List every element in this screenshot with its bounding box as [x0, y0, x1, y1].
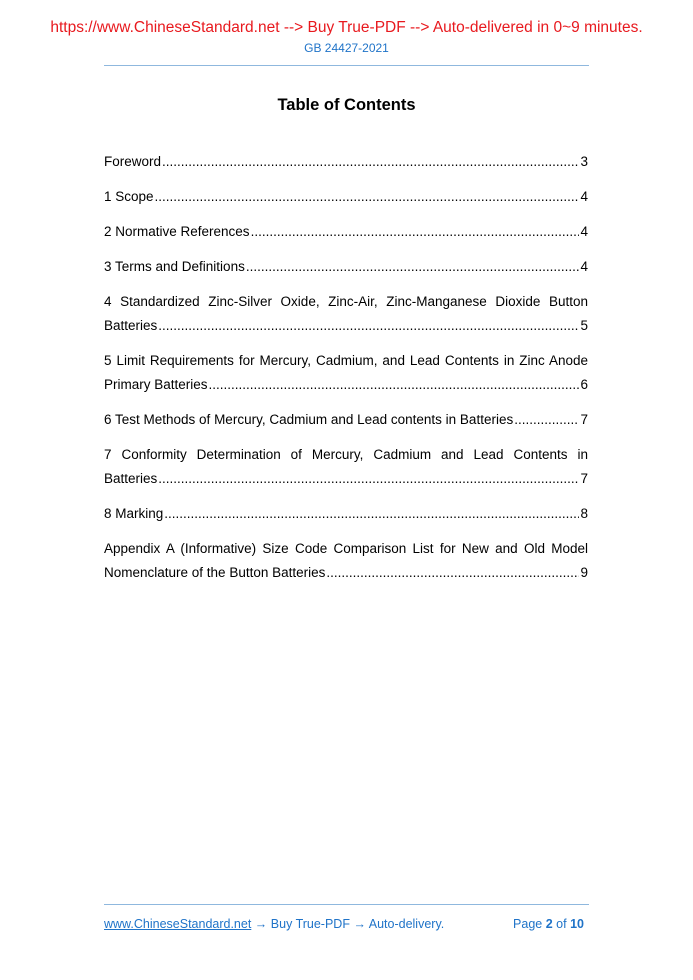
toc-page-number: 4 [580, 259, 588, 274]
page-label: Page [513, 917, 543, 931]
footer [104, 917, 588, 931]
toc-entry[interactable] [104, 502, 588, 526]
header-divider [104, 65, 589, 66]
toc-leader-dots [158, 467, 579, 491]
toc-page-number: 5 [580, 318, 588, 333]
toc-entry-text: 3 Terms and Definitions [104, 259, 245, 274]
page-total: 10 [570, 917, 584, 931]
standard-code: GB 24427-2021 [304, 41, 389, 55]
toc-leader-dots [251, 220, 580, 244]
toc-page-number: 6 [580, 377, 588, 392]
arrow-icon: → [353, 917, 366, 931]
toc-entry-text: Appendix A (Informative) Size Code Comparison List for New and Old Model [104, 541, 588, 556]
toc-entry-text: 7 Conformity Determination of Mercury, Cadmium and Lead Contents in [104, 447, 588, 462]
toc-entry-text: 5 Limit Requirements for Mercury, Cadmium, and Lead Contents in Zinc Anode [104, 353, 588, 368]
toc-entry[interactable] [104, 185, 588, 209]
toc-entry[interactable] [104, 443, 588, 491]
toc-entry[interactable] [104, 537, 588, 585]
toc-title: Table of Contents [277, 96, 416, 114]
toc-leader-dots [155, 185, 580, 209]
toc-entry[interactable] [104, 255, 588, 279]
toc-page-number: 9 [580, 565, 588, 580]
toc-page-number: 8 [580, 506, 588, 521]
arrow-icon: → [254, 917, 268, 931]
footer-buy-text: Buy True-PDF [270, 917, 350, 931]
toc-leader-dots [158, 314, 579, 338]
toc-leader-dots [326, 561, 579, 585]
toc-entry-text: Batteries [104, 471, 158, 486]
toc-entry[interactable] [104, 290, 588, 338]
toc-leader-dots [514, 408, 579, 432]
toc-entry[interactable] [104, 349, 588, 397]
toc-entry-text: Primary Batteries [104, 377, 208, 392]
toc-entry[interactable] [104, 220, 588, 244]
toc-entry-text: 8 Marking [104, 506, 164, 521]
page-of: of [556, 917, 567, 931]
footer-site-link[interactable]: www.ChineseStandard.net [104, 917, 252, 931]
toc-entry[interactable] [104, 150, 588, 174]
toc-entry-text: 6 Test Methods of Mercury, Cadmium and Lead contents in Batteries [104, 412, 514, 427]
toc-entry-text: Foreword [104, 154, 162, 169]
toc-leader-dots [162, 150, 579, 174]
toc-page-number: 7 [580, 412, 588, 427]
toc-entry-text: 2 Normative References [104, 224, 250, 239]
toc-page-number: 3 [580, 154, 588, 169]
toc-entry-text: Nomenclature of the Button Batteries [104, 565, 326, 580]
toc-page-number: 7 [580, 471, 588, 486]
footer-delivery-text: Auto-delivery. [368, 917, 445, 931]
toc-leader-dots [209, 373, 580, 397]
toc-leader-dots [164, 502, 579, 526]
page-current: 2 [545, 917, 553, 931]
toc-leader-dots [246, 255, 580, 279]
footer-divider [104, 904, 589, 905]
toc-entry[interactable] [104, 408, 588, 432]
toc-entry-text: 4 Standardized Zinc-Silver Oxide, Zinc-Air, Zinc-Manganese Dioxide Button [104, 294, 588, 309]
toc-entry-text: 1 Scope [104, 189, 154, 204]
page-indicator [513, 917, 584, 931]
toc-page-number: 4 [580, 189, 588, 204]
toc-page-number: 4 [580, 224, 588, 239]
toc-entry-text: Batteries [104, 318, 158, 333]
toc-list [104, 150, 588, 596]
top-banner-link[interactable]: https://www.ChineseStandard.net --> Buy True-PDF --> Auto-delivered in 0~9 minutes. [50, 19, 643, 36]
